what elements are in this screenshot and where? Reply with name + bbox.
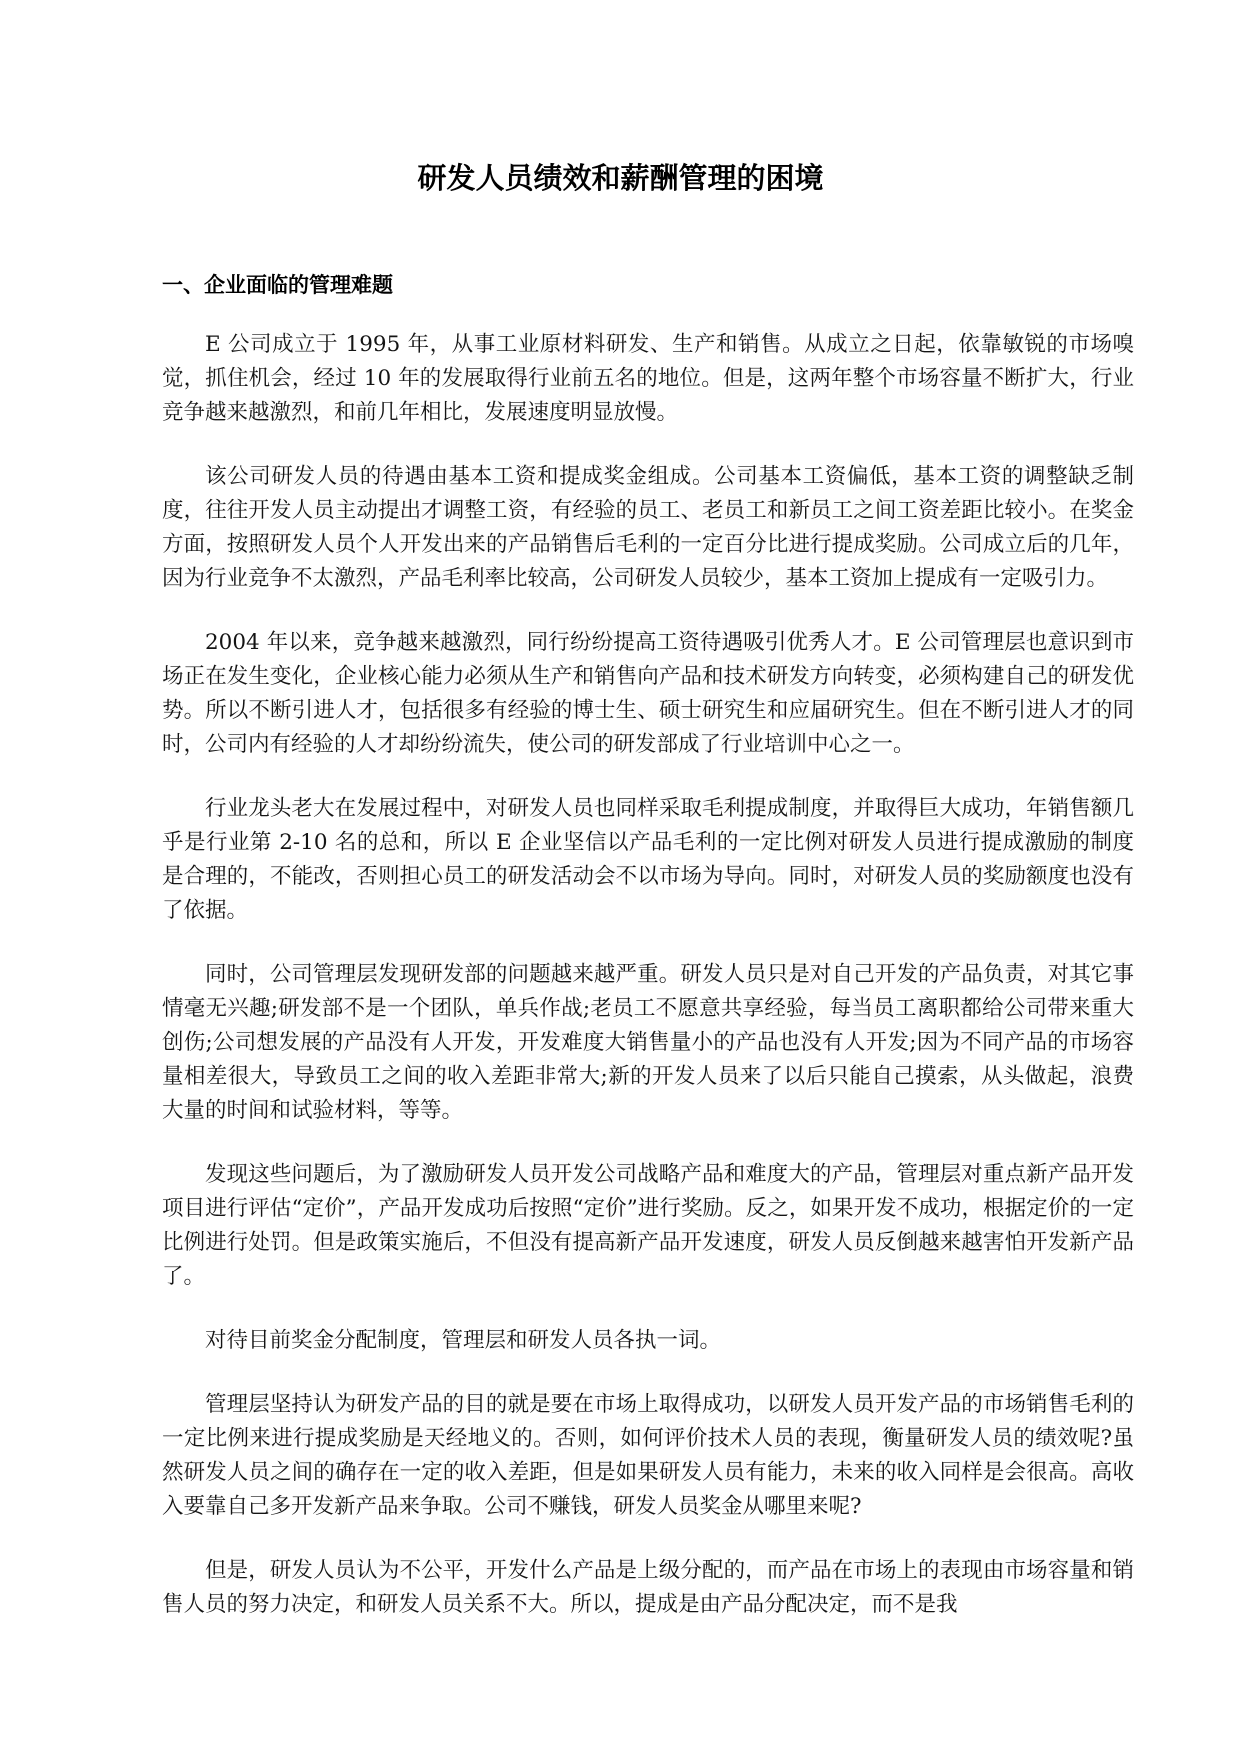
paragraph: 同时，公司管理层发现研发部的问题越来越严重。研发人员只是对自己开发的产品负责，对其它事情毫无兴趣;研发部不是一个团队，单兵作战;老员工不愿意共享经验，每当员工离职都给公司带来重大创伤;公司想发展的产品没有人开发，开发难度大销售量小的产品也没有人开发;因为不同产品的市场容量相差很大，导致员工之间的收入差距非常大;新的开发人员来了以后只能自己摸索，从头做起，浪费大量的时间和试验材料，等等。 xyxy=(162,962,1134,1123)
paragraph: 2004 年以来，竞争越来越激烈，同行纷纷提高工资待遇吸引优秀人才。E 公司管理层也意识到市场正在发生变化，企业核心能力必须从生产和销售向产品和技术研发方向转变，必须构建自己的研发优势。所以不断引进人才，包括很多有经验的博士生、硕士研究生和应届研究生。但在不断引进人才的同时，公司内有经验的人才却纷纷流失，使公司的研发部成了行业培训中心之一。 xyxy=(162,630,1134,757)
page-title: 研发人员绩效和薪酬管理的困境 xyxy=(417,161,824,195)
section-heading: 一、企业面临的管理难题 xyxy=(162,273,393,297)
paragraph: 管理层坚持认为研发产品的目的就是要在市场上取得成功，以研发人员开发产品的市场销售毛利的一定比例来进行提成奖励是天经地义的。否则，如何评价技术人员的表现，衡量研发人员的绩效呢?虽然研发人员之间的确存在一定的收入差距，但是如果研发人员有能力，未来的收入同样是会很高。高收入要靠自己多开发新产品来争取。公司不赚钱，研发人员奖金从哪里来呢? xyxy=(162,1392,1134,1519)
paragraph: E 公司成立于 1995 年，从事工业原材料研发、生产和销售。从成立之日起，依靠敏锐的市场嗅觉，抓住机会，经过 10 年的发展取得行业前五名的地位。但是，这两年整个市场容量不断扩大，行业竞争越来越激烈，和前几年相比，发展速度明显放慢。 xyxy=(162,332,1134,425)
paragraph: 发现这些问题后，为了激励研发人员开发公司战略产品和难度大的产品，管理层对重点新产品开发项目进行评估“定价”，产品开发成功后按照“定价”进行奖励。反之，如果开发不成功，根据定价的一定比例进行处罚。但是政策实施后，不但没有提高新产品开发速度，研发人员反倒越来越害怕开发新产品了。 xyxy=(162,1162,1134,1289)
paragraph: 行业龙头老大在发展过程中，对研发人员也同样采取毛利提成制度，并取得巨大成功，年销售额几乎是行业第 2-10 名的总和，所以 E 企业坚信以产品毛利的一定比例对研发人员进行提成激励的制度是合理的，不能改，否则担心员工的研发活动会不以市场为导向。同时，对研发人员的奖励额度也没有了依据。 xyxy=(162,796,1134,923)
paragraph: 该公司研发人员的待遇由基本工资和提成奖金组成。公司基本工资偏低，基本工资的调整缺乏制度，往往开发人员主动提出才调整工资，有经验的员工、老员工和新员工之间工资差距比较小。在奖金方面，按照研发人员个人开发出来的产品销售后毛利的一定百分比进行提成奖励。公司成立后的几年，因为行业竞争不太激烈，产品毛利率比较高，公司研发人员较少，基本工资加上提成有一定吸引力。 xyxy=(162,464,1134,591)
paragraph: 但是，研发人员认为不公平，开发什么产品是上级分配的，而产品在市场上的表现由市场容量和销售人员的努力决定，和研发人员关系不大。所以，提成是由产品分配决定，而不是我 xyxy=(162,1558,1134,1617)
paragraph: 对待目前奖金分配制度，管理层和研发人员各执一词。 xyxy=(205,1328,722,1353)
document-body xyxy=(162,328,1134,1728)
